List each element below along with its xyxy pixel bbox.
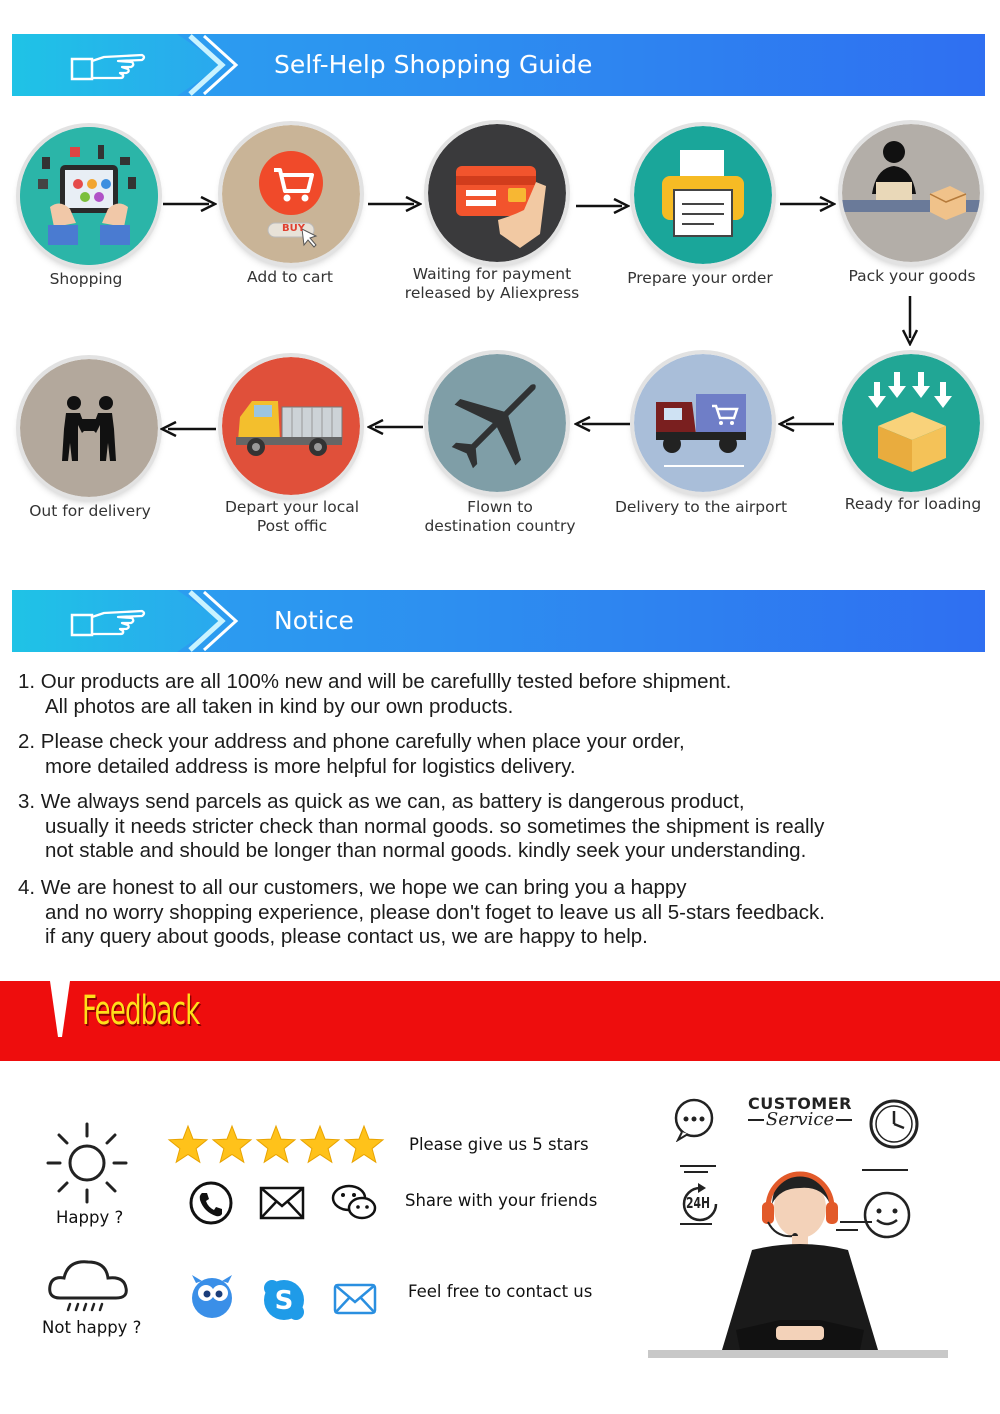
notice-title: Notice: [274, 606, 354, 635]
arrow-right-icon: [576, 198, 630, 214]
stars-text: Please give us 5 stars: [409, 1135, 589, 1154]
notice-item: 1. Our products are all 100% new and will be carefullly tested before shipment. All photos are all taken in kind by our own products.: [18, 670, 732, 718]
step-label: Prepare your order: [627, 269, 773, 287]
feedback-title: Feedback: [82, 988, 200, 1034]
pointing-hand-icon: [70, 49, 150, 83]
chat-bubble-icon[interactable]: [188, 1273, 236, 1323]
step-label: Pack your goods: [848, 267, 976, 285]
chevron-right-icon: [182, 34, 242, 96]
arrow-down-icon: [902, 296, 918, 346]
svg-text:S: S: [274, 1286, 294, 1316]
chevron-right-icon: [182, 590, 242, 652]
notice-item: 3. We always send parcels as quick as we can, as battery is dangerous product, usually it needs stricter check than normal goods. so sometimes the shipment is really not stable and should be longer than normal goods. kindly seek your understanding.: [18, 790, 825, 862]
step-payment-icon: [428, 124, 566, 262]
notice-item: 4. We are honest to all our customers, we hope we can bring you a happy and no worry shopping experience, please don't foget to leave us all 5-stars feedback. if any query about goods, please contact us, we are happy to help.: [18, 876, 825, 948]
clock-icon: [866, 1096, 922, 1152]
arrow-left-icon: [367, 419, 423, 435]
ribbon-marker-icon: [48, 981, 72, 1037]
step-airplane-icon: [428, 354, 566, 492]
star-icon: [213, 1126, 251, 1162]
step-shopping-icon: [20, 127, 158, 265]
step-label: Shopping: [49, 270, 123, 288]
skype-icon[interactable]: [260, 1276, 308, 1324]
speech-bubble-icon: [672, 1096, 718, 1142]
arrow-right-icon: [780, 196, 836, 212]
contact-text: Feel free to contact us: [408, 1282, 593, 1301]
arrow-right-icon: [163, 196, 217, 212]
wechat-icon[interactable]: [330, 1182, 378, 1224]
star-icon: [301, 1126, 339, 1162]
buy-badge: BUY: [282, 223, 305, 234]
email-icon[interactable]: [258, 1185, 306, 1221]
step-label: Flown to destination country: [424, 498, 576, 535]
step-loading-icon: [842, 354, 980, 492]
customer-service-agent-illustration: [640, 1150, 960, 1370]
happy-label: Happy ?: [56, 1208, 124, 1227]
arrow-left-icon: [160, 421, 216, 437]
guide-title: Self-Help Shopping Guide: [274, 50, 593, 79]
step-label: Delivery to the airport: [614, 498, 788, 516]
arrow-left-icon: [574, 416, 630, 432]
24h-label: 24H: [686, 1194, 711, 1212]
star-rating: [166, 1124, 386, 1168]
notice-banner: [12, 590, 985, 652]
step-label: Depart your local Post offic: [224, 498, 360, 535]
step-handover-icon: [20, 359, 158, 497]
step-label: Out for delivery: [29, 502, 151, 520]
arrow-left-icon: [778, 416, 834, 432]
step-label: Add to cart: [247, 268, 333, 286]
pointing-hand-icon: [70, 605, 150, 639]
step-packing-icon: [842, 124, 980, 262]
star-icon: [345, 1126, 383, 1162]
guide-banner: [12, 34, 985, 96]
arrow-right-icon: [368, 196, 422, 212]
customer-service-title: CUSTOMER Service: [748, 1094, 852, 1130]
step-add-to-cart-icon: [222, 125, 360, 263]
mail-icon[interactable]: [332, 1280, 378, 1320]
not-happy-label: Not happy ?: [42, 1318, 142, 1337]
step-truck-icon: [222, 357, 360, 495]
step-label: Waiting for payment released by Aliexpress: [404, 265, 580, 302]
sun-icon: [44, 1120, 130, 1206]
notice-item: 2. Please check your address and phone carefully when place your order, more detailed address is more helpful for logistics delivery.: [18, 730, 685, 778]
star-icon: [257, 1126, 295, 1162]
step-printer-icon: [634, 126, 772, 264]
rain-cloud-icon: [44, 1254, 132, 1316]
phone-icon[interactable]: [186, 1180, 236, 1226]
share-text: Share with your friends: [405, 1191, 598, 1210]
step-delivery-truck-icon: [634, 354, 772, 492]
step-label: Ready for loading: [844, 495, 982, 513]
star-icon: [169, 1126, 207, 1162]
